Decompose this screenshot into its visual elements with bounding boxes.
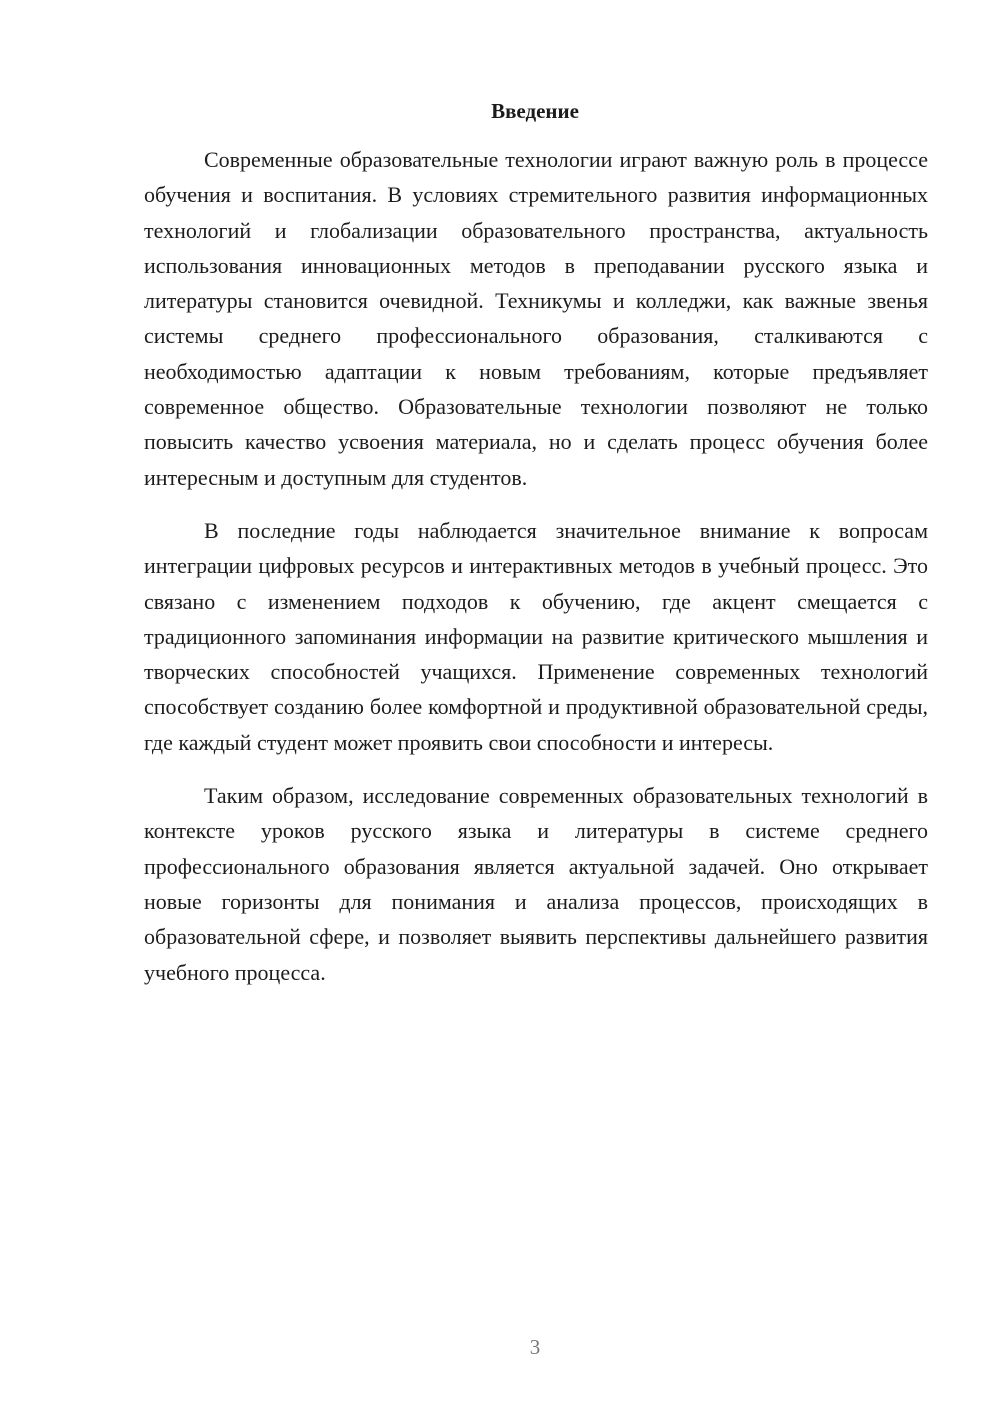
page-title: Введение xyxy=(491,99,579,123)
body-text xyxy=(144,142,928,990)
paragraph-3: Таким образом, исследование современных образовательных технологий в контексте уроков русского языка и литературы в системе среднего профессионального образования является актуальной задачей. Оно открывает новые горизонты для понимания и анализа процессов, происходящих в образовательной сфере, и позволяет выявить перспективы дальнейшего развития учебного процесса. xyxy=(144,783,928,985)
page-number: 3 xyxy=(529,1335,541,1359)
paragraph-1: Современные образовательные технологии играют важную роль в процессе обучения и воспитания. В условиях стремительного развития информационных технологий и глобализации образовательного пространства, актуальность использования инновационных методов в преподавании русского языка и литературы становится очевидной. Техникумы и колледжи, как важные звенья системы среднего профессионального образования, сталкиваются с необходимостью адаптации к новым требованиям, которые предъявляет современное общество. Образовательные технологии позволяют не только повысить качество усвоения материала, но и сделать процесс обучения более интересным и доступным для студентов. xyxy=(144,147,928,490)
paragraph-2: В последние годы наблюдается значительное внимание к вопросам интеграции цифровых ресурсов и интерактивных методов в учебный процесс. Это связано с изменением подходов к обучению, где акцент смещается с традиционного запоминания информации на развитие критического мышления и творческих способностей учащихся. Применение современных технологий способствует созданию более комфортной и продуктивной образовательной среды, где каждый студент может проявить свои способности и интересы. xyxy=(144,517,928,755)
